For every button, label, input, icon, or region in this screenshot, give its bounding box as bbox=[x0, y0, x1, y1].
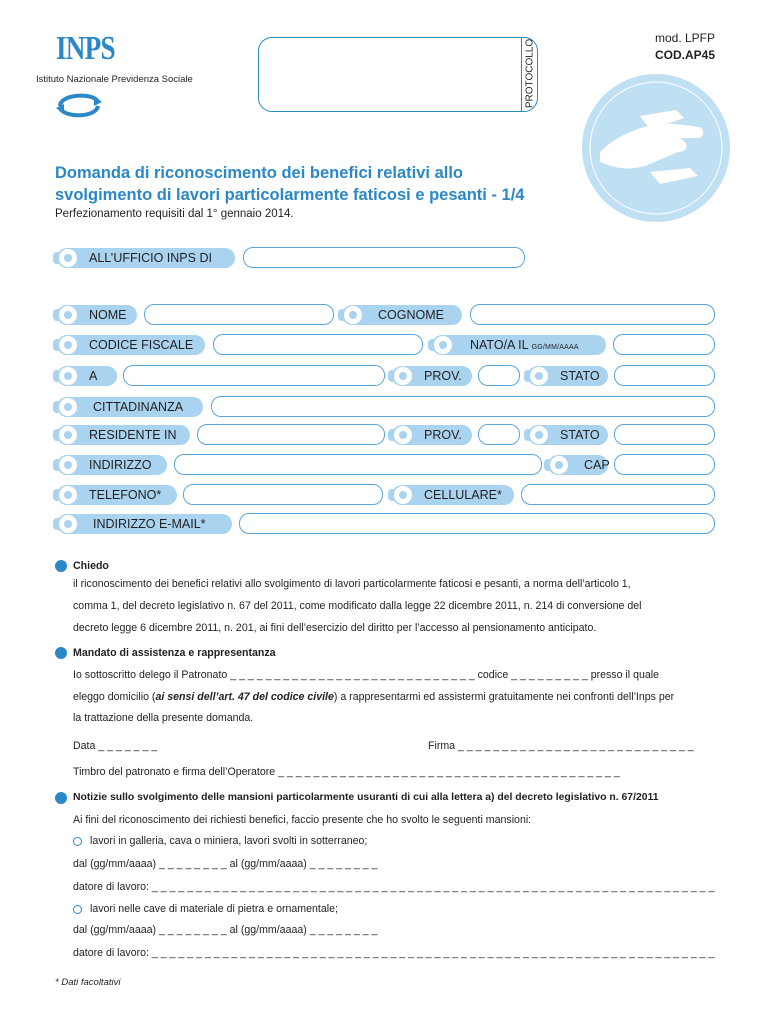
nome-field[interactable] bbox=[144, 304, 334, 325]
indirizzo-label: INDIRIZZO bbox=[57, 455, 167, 475]
mandato-line1: Io sottoscritto delego il Patronato _ _ _ _ _ _ _ _ _ _ _ _ _ _ _ _ _ _ _ _ _ _ _ _ _ _ _ _ codice _ _ _ _ _ _ _ _ _ presso il quale bbox=[73, 669, 660, 681]
cellulare-field[interactable] bbox=[521, 484, 715, 505]
chiedo-line2: comma 1, del decreto legislativo n. 67 del 2011, come modificato dalla legge 22 dicembre 2011, n. 214 di conversione del bbox=[73, 600, 642, 612]
stato1-label: STATO bbox=[528, 366, 608, 386]
residente-label: RESIDENTE IN bbox=[57, 425, 190, 445]
codice-fiscale-field[interactable] bbox=[213, 334, 423, 355]
telefono-field[interactable] bbox=[183, 484, 383, 505]
option1-radio[interactable] bbox=[73, 837, 82, 846]
indirizzo-field[interactable] bbox=[174, 454, 542, 475]
page-title-line2: svolgimento di lavori particolarmente faticosi e pesanti - 1/4 bbox=[55, 186, 525, 204]
cognome-field[interactable] bbox=[470, 304, 715, 325]
prov1-field[interactable] bbox=[478, 365, 520, 386]
a-field[interactable] bbox=[123, 365, 385, 386]
institute-name: Istituto Nazionale Previdenza Sociale bbox=[36, 74, 193, 85]
firma-field[interactable]: Firma _ _ _ _ _ _ _ _ _ _ _ _ _ _ _ _ _ _ _ _ _ _ _ _ _ _ _ bbox=[428, 740, 694, 752]
protocol-divider bbox=[521, 37, 522, 112]
cittadinanza-label: CITTADINANZA bbox=[57, 397, 203, 417]
notizie-bullet bbox=[55, 792, 67, 804]
mandato-bullet bbox=[55, 647, 67, 659]
dal1-field[interactable]: dal (gg/mm/aaaa) _ _ _ _ _ _ _ _ al (gg/mm/aaaa) _ _ _ _ _ _ _ _ bbox=[73, 858, 378, 870]
chiedo-line1: il riconoscimento dei benefici relativi allo svolgimento di lavori particolarmente faticosi e pesanti, a norma dell’articolo 1, bbox=[73, 578, 631, 590]
footnote: * Dati facoltativi bbox=[55, 977, 121, 988]
cittadinanza-field[interactable] bbox=[211, 396, 715, 417]
cellulare-label: CELLULARE* bbox=[392, 485, 514, 505]
data-field[interactable]: Data _ _ _ _ _ _ _ bbox=[73, 740, 158, 752]
page-title-line1: Domanda di riconoscimento dei benefici relativi allo bbox=[55, 164, 464, 182]
prov2-label: PROV. bbox=[392, 425, 472, 445]
handshake-emblem-icon bbox=[580, 72, 732, 224]
logo-arrows-icon bbox=[54, 88, 104, 122]
telefono-label: TELEFONO* bbox=[57, 485, 177, 505]
dal2-field[interactable]: dal (gg/mm/aaaa) _ _ _ _ _ _ _ _ al (gg/mm/aaaa) _ _ _ _ _ _ _ _ bbox=[73, 924, 378, 936]
protocol-label: PROTOCOLLO bbox=[524, 38, 536, 109]
option2-radio[interactable] bbox=[73, 905, 82, 914]
prov1-label: PROV. bbox=[392, 366, 472, 386]
cap-label: CAP bbox=[548, 455, 608, 475]
stato2-label: STATO bbox=[528, 425, 608, 445]
stato1-field[interactable] bbox=[614, 365, 715, 386]
chiedo-heading: Chiedo bbox=[73, 560, 109, 572]
page-subtitle: Perfezionamento requisiti dal 1° gennaio 2014. bbox=[55, 208, 294, 220]
cognome-label: COGNOME bbox=[342, 305, 462, 325]
nato-il-label: NATO/A IL GG/MM/AAAA bbox=[432, 335, 606, 355]
nome-label: NOME bbox=[57, 305, 137, 325]
chiedo-bullet bbox=[55, 560, 67, 572]
datore1-field[interactable]: datore di lavoro: _ _ _ _ _ _ _ _ _ _ _ _ _ _ _ _ _ _ _ _ _ _ _ _ _ _ _ _ _ _ _ _ _ _ _ _ _ _ _ _ _ _ _ _ _ _ _ _ _ _ _ _ _ _ _ _ _ _ _ _ _ _ _ _ bbox=[73, 881, 715, 893]
option2-label: lavori nelle cave di materiale di pietra e ornamentale; bbox=[90, 903, 338, 915]
logo-text: INPS bbox=[56, 30, 115, 67]
option1-label: lavori in galleria, cava o miniera, lavori svolti in sotterraneo; bbox=[90, 835, 368, 847]
codice-fiscale-label: CODICE FISCALE bbox=[57, 335, 205, 355]
nato-il-field[interactable] bbox=[613, 334, 715, 355]
datore2-field[interactable]: datore di lavoro: _ _ _ _ _ _ _ _ _ _ _ _ _ _ _ _ _ _ _ _ _ _ _ _ _ _ _ _ _ _ _ _ _ _ _ _ _ _ _ _ _ _ _ _ _ _ _ _ _ _ _ _ _ _ _ _ _ _ _ _ _ _ _ _ bbox=[73, 947, 715, 959]
timbro-field[interactable]: Timbro del patronato e firma dell’Operatore _ _ _ _ _ _ _ _ _ _ _ _ _ _ _ _ _ _ _ _ _ _ _ _ _ _ _ _ _ _ _ _ _ _ _ _ _ _ _ bbox=[73, 766, 620, 778]
prov2-field[interactable] bbox=[478, 424, 520, 445]
mandato-line3: la trattazione della presente domanda. bbox=[73, 712, 254, 724]
residente-field[interactable] bbox=[197, 424, 385, 445]
notizie-intro: Ai fini del riconoscimento dei richiesti benefici, faccio presente che ho svolto le seguenti mansioni: bbox=[73, 814, 532, 826]
inps-logo bbox=[36, 30, 204, 125]
mod-label: mod. LPFP bbox=[654, 31, 715, 45]
a-label: A bbox=[57, 366, 117, 386]
protocol-box[interactable] bbox=[258, 37, 538, 112]
ufficio-label: ALL’UFFICIO INPS DI bbox=[57, 248, 235, 268]
stato2-field[interactable] bbox=[614, 424, 715, 445]
ufficio-field[interactable] bbox=[243, 247, 525, 268]
chiedo-line3: decreto legge 6 dicembre 2011, n. 201, ai fini dell’esercizio del diritto per l’accesso al pensionamento anticipato. bbox=[73, 622, 597, 634]
cod-label: COD.AP45 bbox=[654, 48, 715, 62]
cap-field[interactable] bbox=[614, 454, 715, 475]
mandato-heading: Mandato di assistenza e rappresentanza bbox=[73, 647, 276, 659]
mandato-line2: eleggo domicilio (ai sensi dell’art. 47 del codice civile) a rappresentarmi ed assistermi gratuitamente nei confronti dell’Inps per bbox=[73, 691, 675, 703]
notizie-heading: Notizie sullo svolgimento delle mansioni particolarmente usuranti di cui alla lettera a) del decreto legislativo n. 67/2011 bbox=[73, 792, 659, 803]
email-label: INDIRIZZO E-MAIL* bbox=[57, 514, 232, 534]
email-field[interactable] bbox=[239, 513, 715, 534]
